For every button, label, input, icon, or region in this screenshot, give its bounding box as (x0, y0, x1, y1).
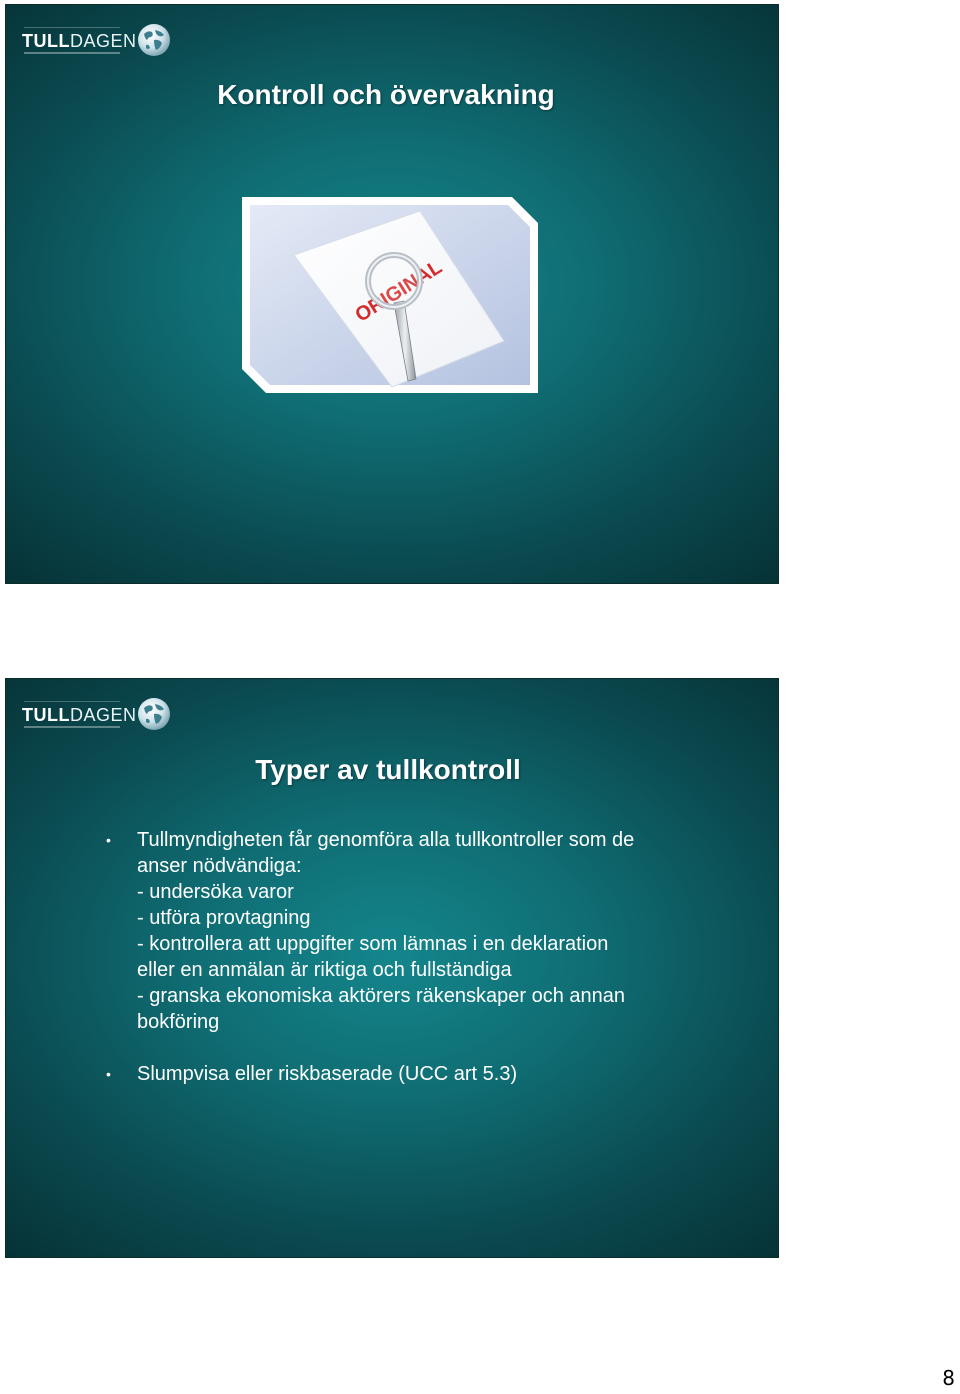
slide-title: Typer av tullkontroll (255, 754, 521, 785)
globe-icon (137, 697, 171, 731)
globe-icon (137, 23, 171, 57)
bullet-marker: • (106, 1066, 111, 1082)
original-document-photo (242, 195, 538, 395)
page-number: 8 (942, 1366, 955, 1390)
bullet-item: • Slumpvisa eller riskbaserade (UCC art 5.3) (106, 1063, 518, 1085)
slide-title: Kontroll och övervakning (217, 79, 555, 110)
bullet-item: • Tullmyndigheten får genomföra alla tullkontroller som de anser nödvändiga: - undersöka varor - utföra provtagning - kontrollera att uppgifter som lämnas i en deklaration eller en anmälan är riktiga och fullständiga - granska ekonomiska aktörers räkenskaper och annan bokföring (106, 829, 635, 1033)
bullet-list (106, 827, 746, 1087)
bullet-marker: • (106, 832, 111, 848)
slide-typer-av-tullkontroll (5, 678, 779, 1258)
tulldagen-logo: TULLDAGEN (22, 695, 182, 735)
tulldagen-logo: TULLDAGEN (22, 21, 182, 61)
slide-kontroll (5, 4, 779, 584)
